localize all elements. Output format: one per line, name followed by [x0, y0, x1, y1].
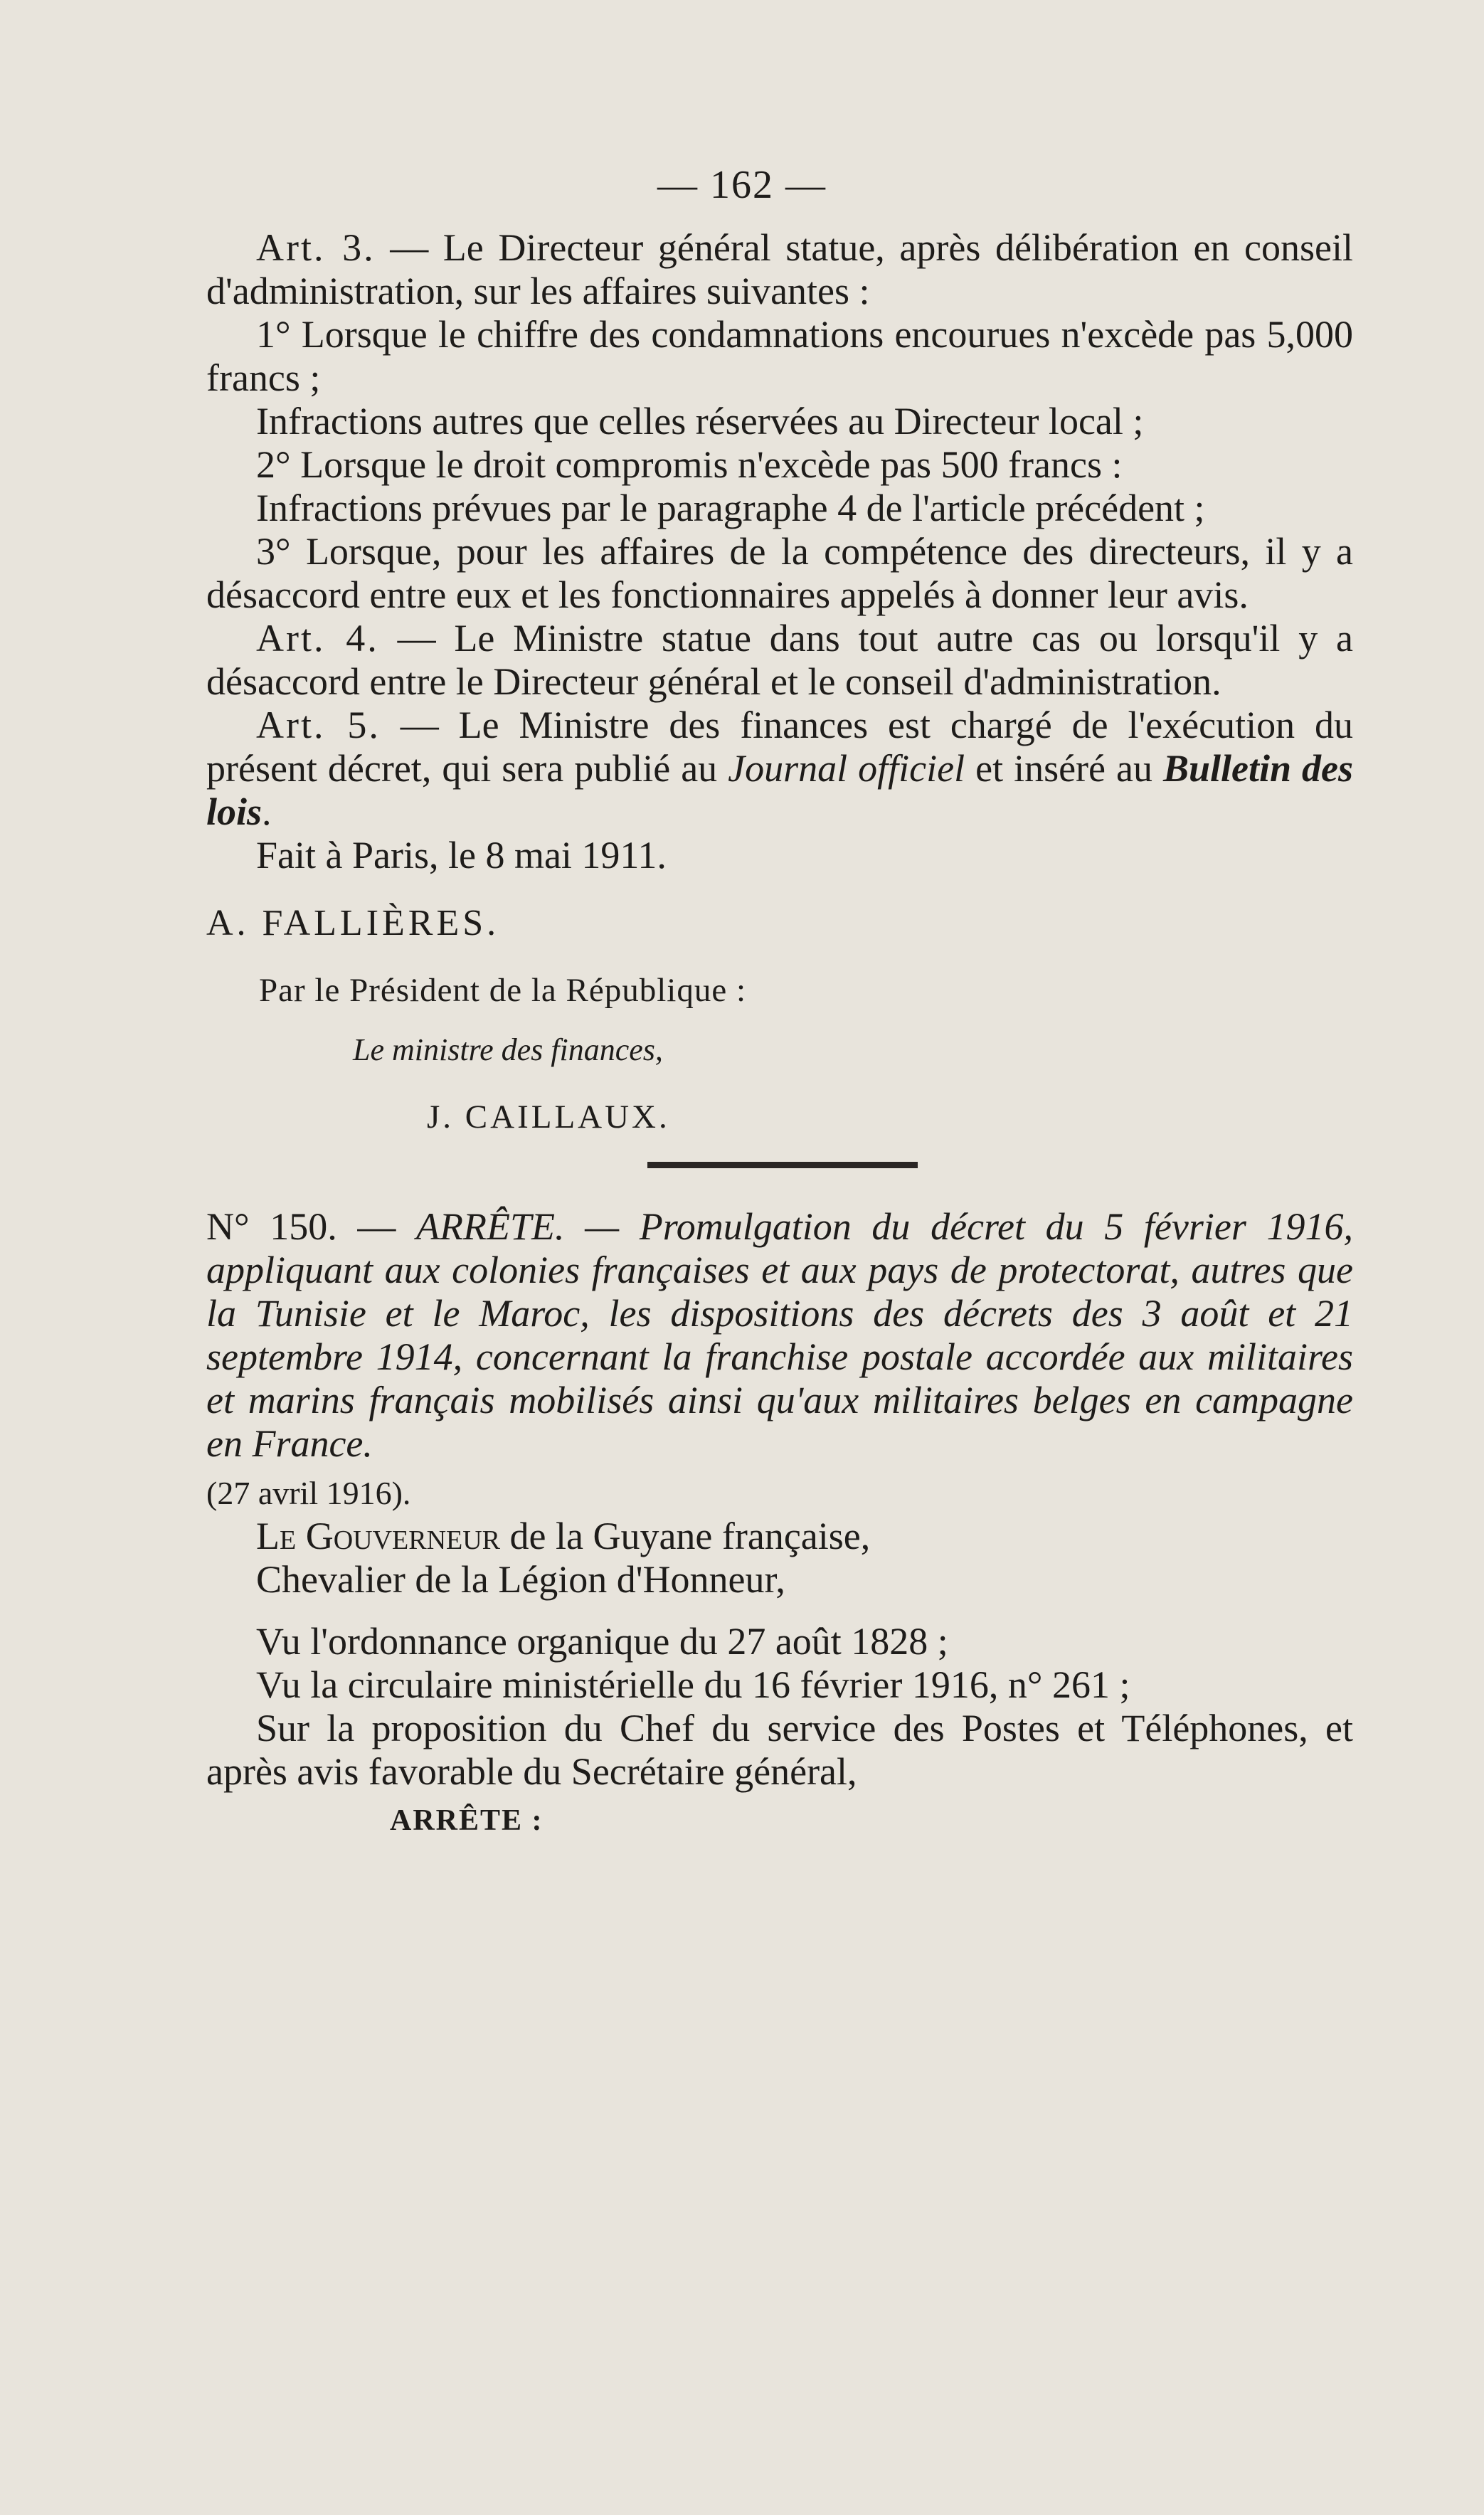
signature-caillaux: J. CAILLAUX. [427, 1098, 670, 1135]
arrete-title [206, 1205, 1353, 1466]
article-3-text: — Le Directeur général statue, après délibération en conseil d'administration, sur les affaires suivantes : [206, 226, 1353, 312]
arrete-number: N° 150. — [206, 1205, 417, 1248]
governor-line [206, 1515, 1353, 1558]
item-1-text: Lorsque le chiffre des condamnations encourues n'excède pas 5,000 francs ; [206, 313, 1353, 399]
article-3 [206, 226, 1353, 313]
item-2-number: 2° [256, 443, 291, 486]
page-number: — 162 — [657, 163, 827, 207]
seen-ordinance: Vu l'ordonnance organique du 27 août 1828 ; [256, 1620, 948, 1663]
item-1-number: 1° [256, 313, 291, 356]
article-3-heading: Art. 3. [256, 226, 376, 269]
by-president: Par le Président de la République : [259, 972, 747, 1009]
item-3-text: Lorsque, pour les affaires de la compétence des directeurs, il y a désaccord entre eux et les fonctionnaires appelés à donner leur avis. [206, 530, 1353, 616]
item-2-text: Lorsque le droit compromis n'excède pas 500 francs : [290, 443, 1123, 486]
knight-line: Chevalier de la Légion d'Honneur, [256, 1558, 785, 1601]
arrete-heading: ARRÊTE : [390, 1804, 544, 1837]
item-2 [206, 443, 1353, 487]
article-5-text: — Le Ministre des finances est chargé de l'exécution du présent décret, qui sera publié au [206, 704, 1353, 790]
article-4 [206, 617, 1353, 704]
governor-rest: de la Guyane française, [500, 1515, 871, 1557]
article-5-text-3: . [262, 790, 272, 833]
minister-title: Le ministre des finances, [353, 1032, 663, 1067]
seen-circular: Vu la circulaire ministérielle du 16 février 1916, n° 261 ; [256, 1663, 1130, 1706]
item-1 [206, 313, 1353, 400]
section-divider [647, 1162, 918, 1168]
article-4-heading: Art. 4. [256, 617, 379, 660]
done-at: Fait à Paris, le 8 mai 1911. [256, 834, 667, 877]
item-1-detail: Infractions autres que celles réservées au Directeur local ; [256, 400, 1144, 443]
arrete-subject: ARRÊTE. — Promulgation du décret du 5 février 1916, appliquant aux colonies françaises et aux pays de protectorat, autres que la Tunisie et le Maroc, les dispositions des décrets des 3 août et 21 septembre 1914, concernant la franchise postale accordée aux militaires et marins français mobilisés ainsi qu'aux militaires belges en campagne en France. [206, 1205, 1353, 1465]
page-body [206, 226, 1353, 1843]
article-4-text: — Le Ministre statue dans tout autre cas ou lorsqu'il y a désaccord entre le Directeur général et le conseil d'administration. [206, 617, 1353, 703]
arrete-date: (27 avril 1916). [206, 1475, 411, 1511]
governor-title: Le Gouverneur [256, 1515, 501, 1557]
proposal: Sur la proposition du Chef du service des Postes et Téléphones, et après avis favorable du Secrétaire général, [206, 1707, 1353, 1793]
item-3-number: 3° [256, 530, 291, 573]
article-5 [206, 704, 1353, 834]
bulletin-des-lois: Bulletin des lois [206, 747, 1354, 833]
signature-fallieres: A. FALLIÈRES. [206, 903, 500, 943]
journal-officiel: Journal officiel [728, 747, 965, 790]
item-2-detail: Infractions prévues par le paragraphe 4 de l'article précédent ; [256, 487, 1205, 529]
article-5-heading: Art. 5. [256, 704, 381, 746]
article-5-text-2: et inséré au [965, 747, 1163, 790]
item-3 [206, 530, 1353, 617]
